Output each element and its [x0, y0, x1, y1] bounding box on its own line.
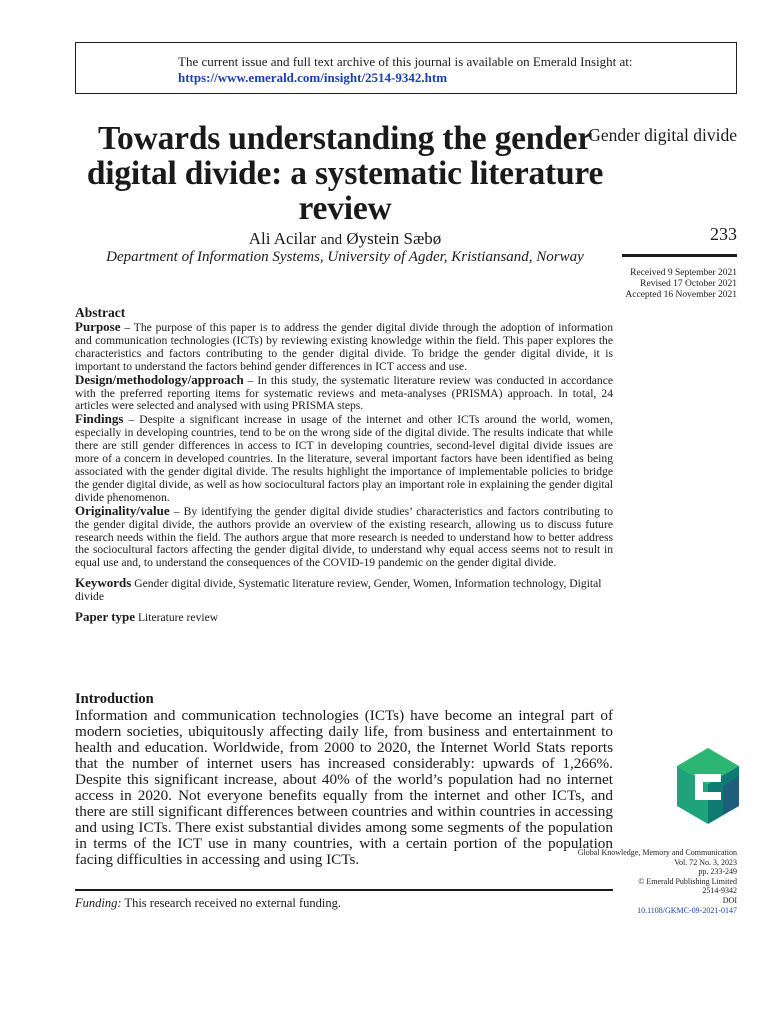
footnote-divider: [75, 889, 613, 891]
accepted-date: Accepted 16 November 2021: [625, 290, 737, 300]
purpose-text: – The purpose of this paper is to address the gender digital divide through the adoption of information and communication technologies (ICTs) by reviewing existing knowledge within the field. This paper explores the characteristics and factors contributing to the gender digital divide. To bridge the gender digital divide, it is important to understand the factors behind gender differences in ICT access and use.: [75, 321, 613, 373]
author-separator: and: [320, 232, 343, 248]
design-text: – In this study, the systematic literature review was conducted in accordance with the preferred reporting items for systematic reviews and meta-analyses (PRISMA) approach. In total, 24 articles were selected and analysed with using PRISMA steps.: [75, 373, 613, 413]
access-notice-text: The current issue and full text archive of this journal is available on Emerald Insight at:: [178, 54, 633, 69]
keywords-label: Keywords: [75, 575, 132, 591]
author-2: Øystein Sæbø: [346, 229, 442, 248]
abstract-design: [75, 371, 613, 414]
author-affiliation: Department of Information Systems, University of Agder, Kristiansand, Norway: [106, 249, 584, 265]
funding-note: [75, 896, 341, 911]
page-number: 233: [710, 224, 737, 244]
journal-volume: Vol. 72 No. 3, 2023: [674, 857, 737, 867]
received-date: Received 9 September 2021: [630, 268, 737, 278]
findings-label: Findings: [75, 411, 124, 427]
access-notice: [178, 54, 633, 86]
author-1: Ali Acilar: [248, 229, 317, 248]
originality-text: – By identifying the gender digital divide studies’ characteristics and factors contributing to the gender digital divide, the authors provide an overview of the existing research, allowing us to discuss future research needs within the field. The authors argue that more research is needed to understand how to better address the sociocultural factors affecting the gender digital divide, to understand why equal access seems not to result in equal use and, to understand the consequences of the COVID-19 pandemic on the gender digital divide.: [75, 504, 613, 570]
sidebar-divider: [622, 254, 737, 257]
doi-label: DOI: [722, 895, 737, 905]
keywords-text: Gender digital divide, Systematic literature review, Gender, Women, Information technology, Digital divide: [75, 577, 602, 604]
funding-text: This research received no external funding.: [121, 896, 342, 910]
findings-text: – Despite a significant increase in usage of the internet and other ICTs around the world, women, especially in developing countries, tend to be on the wrong side of the digital divide. The results indicate that while there are still gender differences in access to ICT in developing countries, second-level digital divide issues are more of a concern in developed countries. In the literature, several important factors have been identified as being associated with the gender digital divide. The results highlight the importance of implementable policies to bridge the gender digital divide, as well as how sociocultural factors play an important role in explaining the gender digital divide phenomenon.: [75, 413, 613, 504]
publisher: © Emerald Publishing Limited: [638, 876, 737, 886]
doi-line: [577, 896, 737, 915]
doi-link[interactable]: 10.1108/GKMC-09-2021-0147: [637, 905, 737, 915]
authors-line: [60, 229, 630, 249]
emerald-hexagon-logo-icon: [677, 748, 739, 824]
originality-label: Originality/value: [75, 502, 170, 518]
abstract-purpose: [75, 321, 613, 374]
introduction-body: Information and communication technologies (ICTs) have become an integral part of modern societies, ubiquitously affecting daily life, from business and entertainment to health and education. Worldwide, from 2000 to 2020, the Internet World Stats reports that the number of internet users has increased considerably: upwards of 1,266%. Despite this significant increase, about 40% of the world’s population had no internet access in 2020. Not everyone benefits equally from the internet and other ICTs, and there are still significant differences between countries and within countries in accessing and using ICTs. There exist substantial divides among some segments of the population in terms of the ICT use in many countries, with a certain portion of the population facing difficulties in accessing and using ICTs.: [75, 707, 613, 868]
article-title: Towards understanding the gender digital divide: a systematic literature review: [86, 120, 604, 227]
journal-name: Global Knowledge, Memory and Communication: [577, 848, 737, 857]
design-label: Design/methodology/approach: [75, 371, 244, 387]
journal-archive-link[interactable]: https://www.emerald.com/insight/2514-9342.htm: [178, 70, 448, 85]
paper-type-text: Literature review: [135, 611, 219, 625]
abstract-originality: [75, 502, 613, 571]
abstract-findings: [75, 413, 613, 504]
keywords: [75, 577, 613, 604]
introduction-heading: Introduction: [75, 691, 154, 707]
access-notice-box: [75, 42, 737, 94]
running-title: Gender digital divide: [588, 125, 737, 145]
issn: 2514-9342: [702, 886, 737, 896]
journal-pages: pp. 233-249: [698, 867, 737, 877]
article-history: [577, 268, 737, 301]
journal-info: [577, 848, 737, 915]
abstract-section: [75, 304, 613, 625]
revised-date: Revised 17 October 2021: [640, 279, 737, 289]
funding-label: Funding:: [75, 896, 122, 910]
purpose-label: Purpose: [75, 319, 121, 334]
abstract-heading: Abstract: [75, 305, 126, 320]
paper-type-label: Paper type: [75, 609, 136, 625]
paper-type: [75, 611, 613, 625]
